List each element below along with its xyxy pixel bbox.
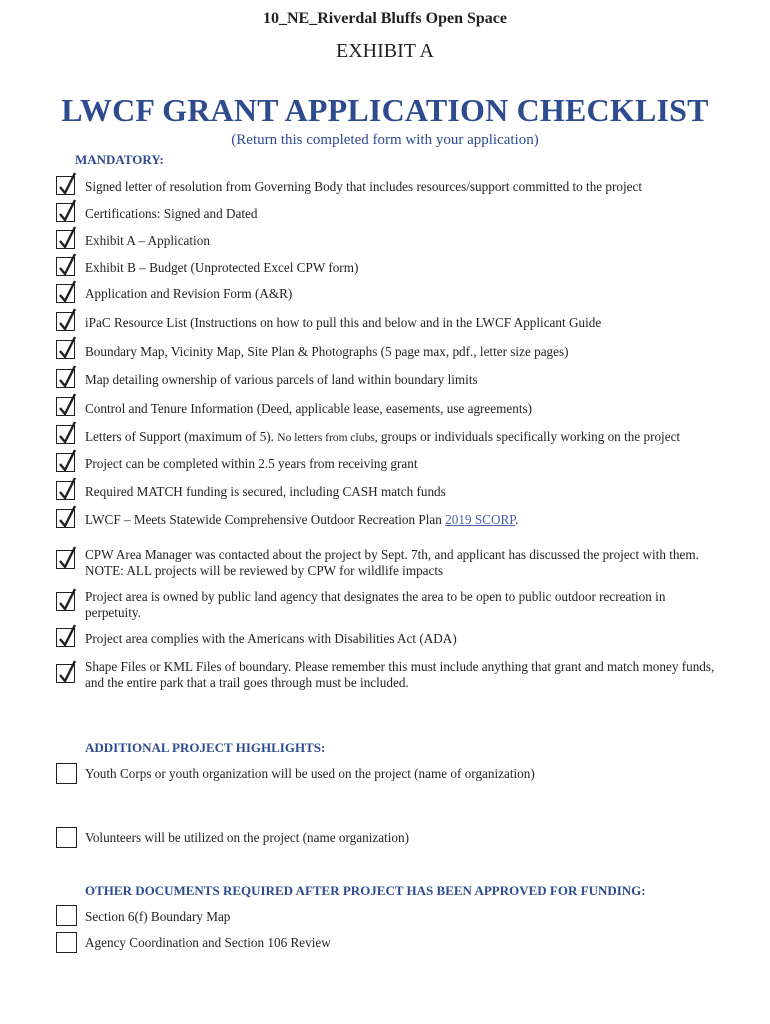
item-label: Certifications: Signed and Dated [85,206,258,221]
checkmark-icon [58,227,80,251]
checkmark-icon [58,589,80,613]
item-label-end: groups or individuals specifically working on the project [380,429,681,444]
item-label-small: No letters from clubs, [277,432,378,444]
item-label-main: LWCF – Meets Statewide Comprehensive Outdoor Recreation Plan [85,512,442,527]
checkmark-icon [58,366,80,390]
item-label: Signed letter of resolution from Governing Body that includes resources/support committed to the project [85,179,643,194]
checkmark-icon [58,547,80,571]
checkmark-icon [58,450,80,474]
checkmark-icon [58,478,80,502]
additional-heading: ADDITIONAL PROJECT HIGHLIGHTS: [85,740,326,755]
item-label: Boundary Map, Vicinity Map, Site Plan & Photographs (5 page max, pdf., letter size pages) [85,344,569,359]
checkbox-checked[interactable] [56,628,75,647]
mandatory-heading: MANDATORY: [75,152,164,167]
checkbox-checked[interactable] [56,550,75,569]
project-title: 10_NE_Riverdal Bluffs Open Space [262,10,507,27]
item-label: Required MATCH funding is secured, including CASH match funds [85,484,446,499]
checkmark-icon [58,661,80,685]
checkbox-checked[interactable] [56,397,75,416]
checkmark-icon [58,394,80,418]
checkbox-checked[interactable] [56,664,75,683]
checkbox-checked[interactable] [56,257,75,276]
checkbox-checked[interactable] [56,312,75,331]
checkmark-icon [58,173,80,197]
item-label: iPaC Resource List (Instructions on how to pull this and below and in the LWCF Applicant Guide [85,315,602,330]
item-label-end: . [515,512,519,527]
item-label: Application and Revision Form (A&R) [85,286,293,301]
item-label: Shape Files or KML Files of boundary. Please remember this must include anything that grant and match money funds, and the entire park that a trail goes through must be included. [85,659,715,690]
checkbox-checked[interactable] [56,509,75,528]
checkbox-checked[interactable] [56,340,75,359]
checkbox-checked[interactable] [56,230,75,249]
item-label: Youth Corps or youth organization will be used on the project (name of organization) [85,766,535,781]
checkbox-empty[interactable] [56,905,77,926]
item-label: Project area is owned by public land agency that designates the area to be open to public outdoor recreation in perpetuity. [85,589,666,620]
scorp-link[interactable]: 2019 SCORP [445,512,516,527]
checkbox-checked[interactable] [56,481,75,500]
checkmark-icon [58,625,80,649]
checkmark-icon [58,309,80,333]
checkmark-icon [58,254,80,278]
checkbox-checked[interactable] [56,369,75,388]
item-label: Project area complies with the Americans with Disabilities Act (ADA) [85,631,457,646]
item-label: Section 6(f) Boundary Map [85,909,231,924]
checkmark-icon [58,200,80,224]
checkbox-checked[interactable] [56,203,75,222]
checkbox-empty[interactable] [56,827,77,848]
checkbox-empty[interactable] [56,932,77,953]
exhibit-label: EXHIBIT A [336,40,434,62]
checkmark-icon [58,422,80,446]
item-label: Volunteers will be utilized on the project (name organization) [85,830,409,845]
item-label: Map detailing ownership of various parcels of land within boundary limits [85,372,478,387]
checkmark-icon [58,506,80,530]
checkmark-icon [58,281,80,305]
other-documents-heading: OTHER DOCUMENTS REQUIRED AFTER PROJECT HAS BEEN APPROVED FOR FUNDING: [85,883,646,898]
item-label: Control and Tenure Information (Deed, applicable lease, easements, use agreements) [85,401,533,416]
checkbox-checked[interactable] [56,592,75,611]
checkbox-checked[interactable] [56,284,75,303]
checkbox-checked[interactable] [56,176,75,195]
item-label: Exhibit B – Budget (Unprotected Excel CPW form) [85,260,359,275]
checkbox-checked[interactable] [56,453,75,472]
checkmark-icon [58,337,80,361]
item-label: Project can be completed within 2.5 years from receiving grant [85,456,418,471]
checkbox-checked[interactable] [56,425,75,444]
item-label-main: Letters of Support (maximum of 5). [85,429,274,444]
checkbox-empty[interactable] [56,763,77,784]
item-label: Agency Coordination and Section 106 Review [85,935,331,950]
item-label: CPW Area Manager was contacted about the project by Sept. 7th, and applicant has discussed the project with them. NOTE: ALL projects will be reviewed by CPW for wildlife impacts [85,547,699,578]
page-title: LWCF GRANT APPLICATION CHECKLIST [61,92,709,128]
item-label: Exhibit A – Application [85,233,210,248]
page-subtitle: (Return this completed form with your application) [231,132,539,148]
item-label [85,429,735,447]
item-label [85,512,715,528]
